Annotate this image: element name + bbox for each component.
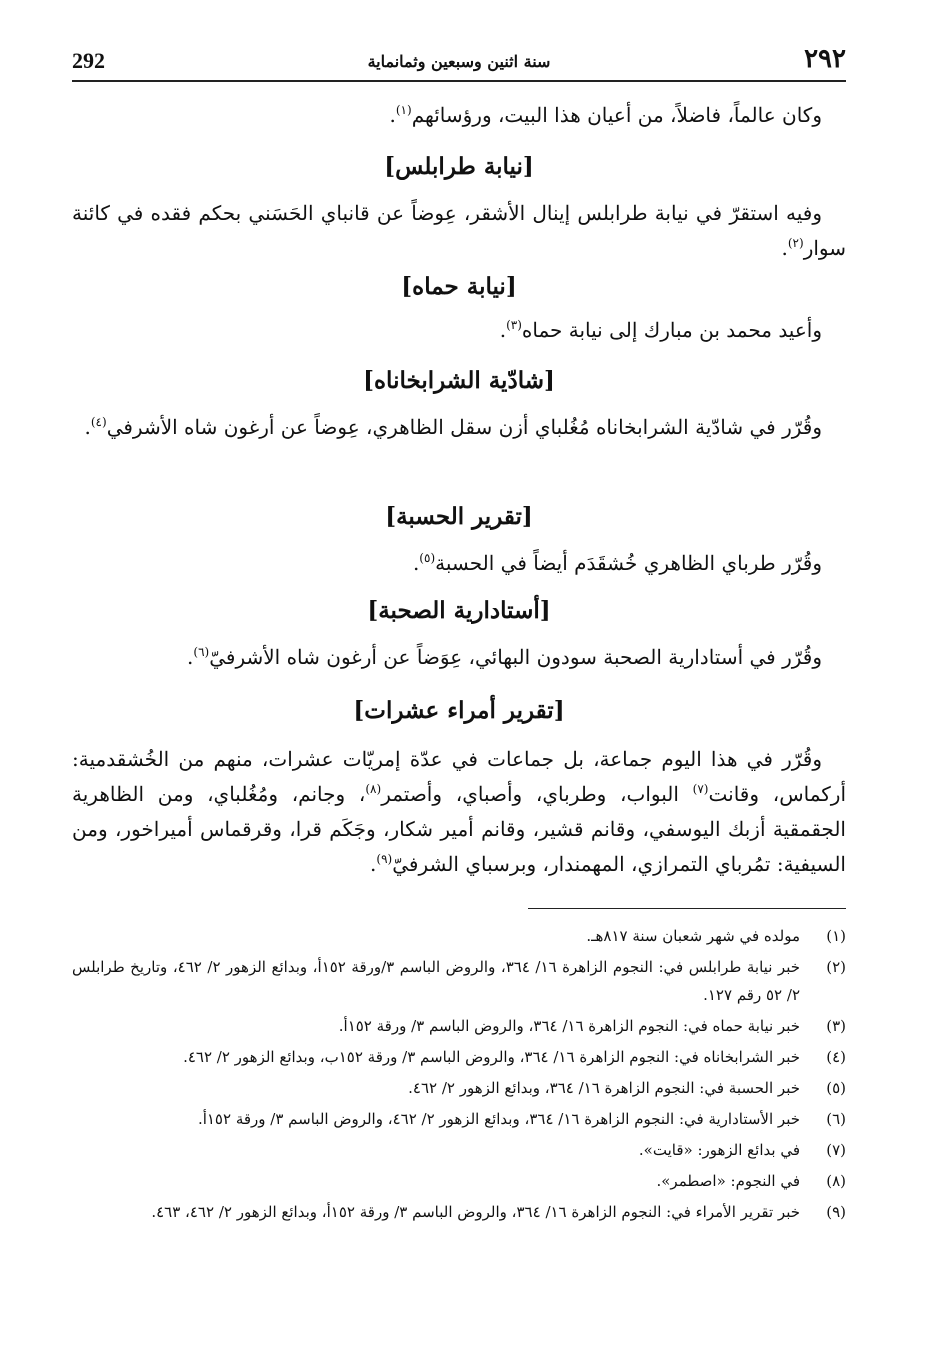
heading-ustadariyya: [أستادارية الصحبة]	[367, 597, 551, 624]
footnote-item	[72, 1012, 846, 1040]
footnote-item	[72, 1198, 846, 1226]
paragraph-2: وفيه استقرّ في نيابة طرابلس إينال الأشقر، عِوضاً عن قانباي الحَسَني بحكم فقده في كائنة سوار$^{(٢)}$.	[72, 201, 846, 260]
page-header	[72, 40, 846, 82]
footnote-ref[interactable]: (٩)	[376, 852, 393, 866]
footnote-number: (٨)	[826, 1172, 846, 1190]
page-number-arabic: ٢٩٢	[804, 44, 846, 74]
footnotes	[72, 922, 846, 1229]
footnote-text: خبر تقرير الأمراء في: النجوم الزاهرة ١٦/ ٣٦٤، والروض الباسم ٣/ ورقة ١٥٢أ، وبدائع الزهور ٢/ ٤٦٢، ٤٦٣.	[151, 1203, 800, 1221]
running-title: سنة اثنين وسبعين وثمانماية	[367, 52, 551, 71]
footnote-text: خبر نيابة حماه في: النجوم الزاهرة ١٦/ ٣٦٤، والروض الباسم ٣/ ورقة ١٥٢أ.	[338, 1017, 800, 1035]
footnote-number: (٢)	[826, 958, 846, 976]
footnote-divider	[528, 908, 846, 909]
heading-hama: [نيابة حماه]	[401, 273, 517, 300]
footnote-ref[interactable]: (٦)	[193, 645, 210, 659]
footnote-item	[72, 1074, 846, 1102]
footnote-text: خبر الشرابخاناه في: النجوم الزاهرة ١٦/ ٣٦٤، والروض الباسم ٣/ ورقة ١٥٢ب، وبدائع الزهور ٢/ ٤٦٢.	[183, 1048, 800, 1066]
footnote-number: (١)	[826, 927, 846, 945]
paragraph-1: وكان عالماً، فاضلاً، من أعيان هذا البيت، ورؤسائهم$^{(١)}$.	[389, 103, 822, 127]
footnote-number: (٤)	[826, 1048, 846, 1066]
footnote-ref[interactable]: (٧)	[692, 782, 709, 796]
heading-sharabkhanah: [شادّية الشرابخاناه]	[363, 367, 555, 394]
footnote-number: (٧)	[826, 1141, 846, 1159]
paragraph-5: وقُرّر طرباي الظاهري خُشقَدَم أيضاً في الحسبة$^{(٥)}$.	[412, 551, 822, 575]
heading-hisba: [تقرير الحسبة]	[385, 503, 533, 530]
paragraph-7: وقُرّر في هذا اليوم جماعة، بل جماعات في عدّة إمريّات عشرات، منهم من الخُشقدمية: أركماس، وقانت$^{(٧)}$ البواب، وطرباي، وأصباي، وأصتمر$^{(٨)}$، وجانم، ومُغُلباي، ومن الظاهرية الجقمقية أزبك اليوسفي، وقانم قشير، وقانم أمير شكار، وجَكَم قرا، وقرقماس أميراخور، ومن السيفية: تمُرباي التمرازي، المهمندار، وبرسباي الشرفيّ$^{(٩)}$.	[72, 747, 847, 876]
footnote-text: مولده في شهر شعبان سنة ٨١٧هـ.	[586, 927, 800, 945]
footnote-text: في النجوم: «اصطمر».	[656, 1172, 800, 1190]
footnote-item	[72, 1105, 846, 1133]
footnote-number: (٣)	[826, 1017, 846, 1035]
heading-tripoli: [نيابة طرابلس]	[384, 153, 534, 180]
page-number-latin: 292	[72, 48, 105, 73]
footnote-ref[interactable]: (٢)	[787, 236, 804, 250]
footnote-number: (٥)	[826, 1079, 846, 1097]
footnote-number: (٦)	[826, 1110, 846, 1128]
footnote-ref[interactable]: (٥)	[419, 551, 436, 565]
footnote-item	[72, 1043, 846, 1071]
footnote-item	[72, 922, 846, 950]
footnote-number: (٩)	[826, 1203, 846, 1221]
footnote-ref[interactable]: (٤)	[90, 415, 107, 429]
footnote-item	[72, 953, 846, 1009]
footnote-item	[72, 1136, 846, 1164]
footnote-text: في بدائع الزهور: «قايت».	[638, 1141, 800, 1159]
paragraph-3: وأعيد محمد بن مبارك إلى نيابة حماه$^{(٣)}$.	[499, 318, 822, 342]
footnote-item	[72, 1167, 846, 1195]
heading-amirs: [تقرير أمراء عشرات]	[353, 697, 565, 724]
footnote-text: خبر نيابة طرابلس في: النجوم الزاهرة ١٦/ ٣٦٤، والروض الباسم ٣/ورقة ١٥٢أ، وبدائع الزهور ٢/ ٤٦٢، وتاريخ طرابلس ٢/ ٥٢ رقم ١٢٧.	[72, 958, 800, 1004]
footnote-ref[interactable]: (٨)	[365, 782, 382, 796]
footnote-ref[interactable]: (٣)	[506, 318, 522, 332]
footnote-text: خبر الحسبة في: النجوم الزاهرة ١٦/ ٣٦٤، وبدائع الزهور ٢/ ٤٦٢.	[408, 1079, 800, 1097]
footnote-text: خبر الأستادارية في: النجوم الزاهرة ١٦/ ٣٦٤، وبدائع الزهور ٢/ ٤٦٢، والروض الباسم ٣/ ورقة ١٥٢أ.	[197, 1110, 800, 1128]
paragraph-6: وقُرّر في أستادارية الصحبة سودون البهائي، عِوَضاً عن أرغون شاه الأشرفيّ$^{(٦)}$.	[187, 645, 822, 669]
paragraph-4: وقُرّر في شادّية الشرابخاناه مُغُلباي أزن سقل الظاهري، عِوضاً عن أرغون شاه الأشرفي$^{(٤)}$.	[84, 415, 822, 439]
footnote-ref[interactable]: (١)	[395, 103, 412, 117]
